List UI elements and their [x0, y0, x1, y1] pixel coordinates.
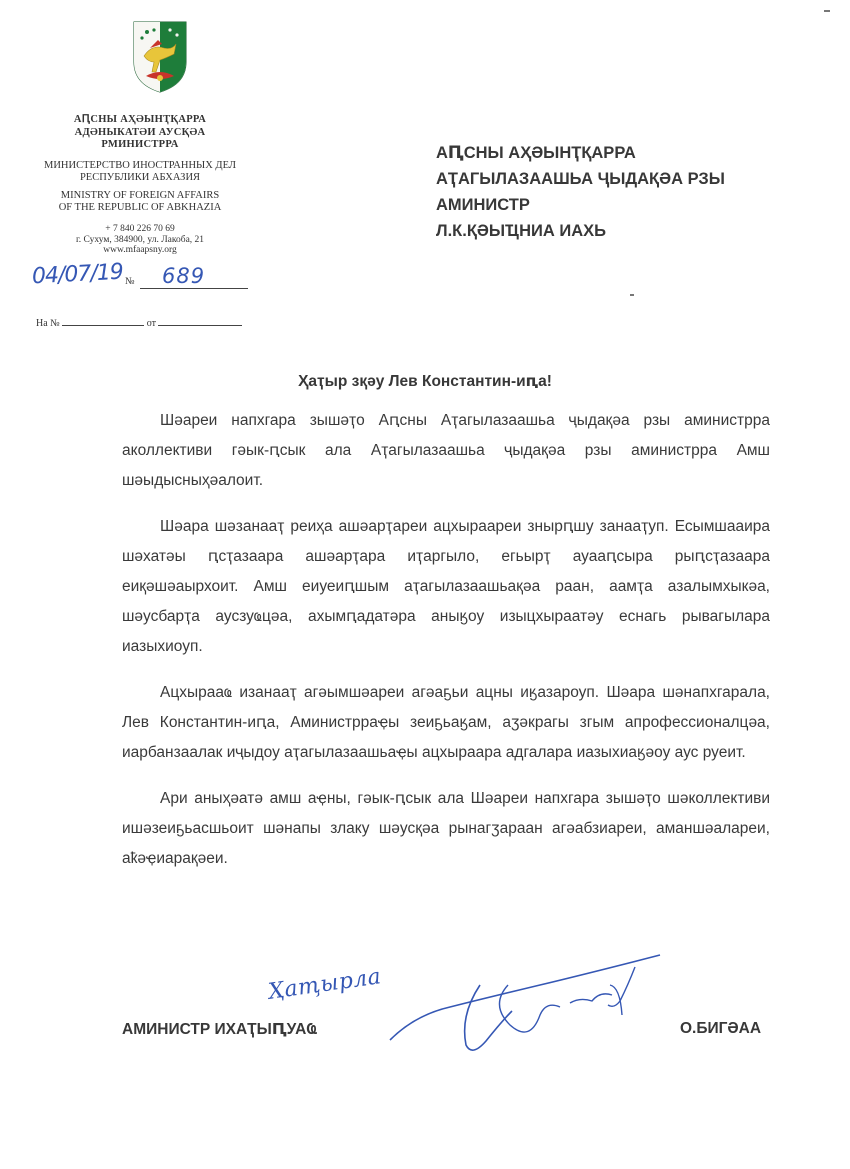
letterhead-ru-line: РЕСПУБЛИКИ АБХАЗИЯ	[79, 172, 201, 183]
letterhead-website: www.mfaapsny.org	[103, 245, 177, 255]
registration-row	[31, 259, 252, 292]
recipient-line: АМИНИСТР	[436, 196, 530, 214]
letterhead-address: г. Сухум, 384900, ул. Лакоба, 21	[75, 234, 205, 245]
signature-scribble	[240, 945, 670, 1065]
abkhazia-coat-of-arms-icon	[130, 18, 190, 94]
letterhead-native-name	[20, 114, 260, 152]
reference-row	[36, 318, 256, 329]
corner-mark	[824, 10, 830, 12]
letter-body	[122, 406, 770, 890]
body-paragraph: Шәареи напхгара зышәҭо Аԥсны Аҭагылазаашьа ҷыдақәа рзы аминистрра аколлективи гәык-ԥсык ала Аҭагылазаашьа ҷыдақәа рзы аминистрра Амш шәыдысныҳәалоит.	[122, 412, 770, 489]
registration-number-line	[140, 288, 248, 289]
registration-date: 04/07/19	[31, 259, 124, 290]
letterhead-english-name	[20, 190, 260, 214]
body-paragraph: Шәара шәзанааҭ реиҳа ашәарҭареи ацхыраареи знырԥшу занааҭуп. Есымшааира шәхатәы ԥсҭазаара ашәарҭара иҭаргыло, егьырҭ ауааԥсыра рыԥсҭазаара еиқәшәаырхоит. Амш еиуеиԥшым аҭагылазаашьақәа раан, аамҭа азалымхыкәа, шәусбарҭа аусзуҩцәа, ахымԥадатәра аныӄоу изыцхыраатәу еснагь рывагылара иазыхиоуп.	[122, 518, 770, 655]
reference-from-label: от	[146, 318, 156, 329]
letterhead-en-line: OF THE REPUBLIC OF ABKHAZIA	[58, 202, 222, 213]
recipient-block	[436, 140, 816, 244]
registration-number: 689	[162, 264, 206, 288]
signature-name: О.БИГӘАА	[680, 1020, 762, 1037]
letterhead-ru-line: МИНИСТЕРСТВО ИНОСТРАННЫХ ДЕЛ	[44, 160, 236, 171]
body-paragraph: Ари аныҳәатә амш аҿны, гәык-ԥсык ала Шәареи напхгара зышәҭо шәколлективи ишәзеиҕьасшьоит шәнапы злаку шәусқәа рынагӡараан агәабзиареи, аманшәалареи, аҟәҿиарақәеи.	[122, 790, 770, 867]
letterhead-native-line: АДӘНЫКАТӘИ АУСҚӘА	[74, 126, 206, 138]
page-mark	[630, 294, 634, 296]
reference-label: На №	[36, 318, 60, 329]
signature-title: АМИНИСТР ИХАҬЫԤУАҨ	[122, 1021, 318, 1038]
registration-number-label: №	[125, 276, 135, 287]
letterhead-native-line: АԤСНЫ АҲӘЫНҬҚАРРА	[73, 114, 207, 125]
letterhead-en-line: MINISTRY OF FOREIGN AFFAIRS	[60, 190, 220, 201]
reference-date-blank	[158, 325, 242, 326]
body-paragraph: Ацхырааҩ изанааҭ агәымшәареи агәаҕьи ацны иӄазароуп. Шәара шәнапхгарала, Лев Константин-иԥа, Аминистрраҿы зеиҕьаӄам, аӡәкрагы згым апрофессионалцәа, иарбанзаалак иҷыдоу аҭагылазаашьаҿы ацхыраара адгалара иазыхиаӄәоу аус руеит.	[122, 684, 770, 761]
reference-blank	[62, 325, 144, 326]
letterhead-contact	[20, 224, 260, 256]
letter-greeting: Ҳаҭыр зқәу Лев Константин-иԥа!	[298, 373, 552, 390]
letterhead-phone: + 7 840 226 70 69	[105, 224, 175, 234]
recipient-line: АԤСНЫ АҲӘЫНҬҚАРРА	[436, 144, 636, 162]
signature-handwritten-closing: Ҳаҭырла	[266, 964, 383, 1005]
recipient-line: Л.К.ҚӘЫҴНИА ИАХЬ	[436, 222, 607, 240]
recipient-line: АҬАГЫЛАЗААШЬА ҶЫДАҚӘА РЗЫ	[436, 170, 725, 188]
letterhead-russian-name	[20, 160, 260, 184]
letterhead-native-line: РМИНИСТРРА	[101, 139, 179, 150]
